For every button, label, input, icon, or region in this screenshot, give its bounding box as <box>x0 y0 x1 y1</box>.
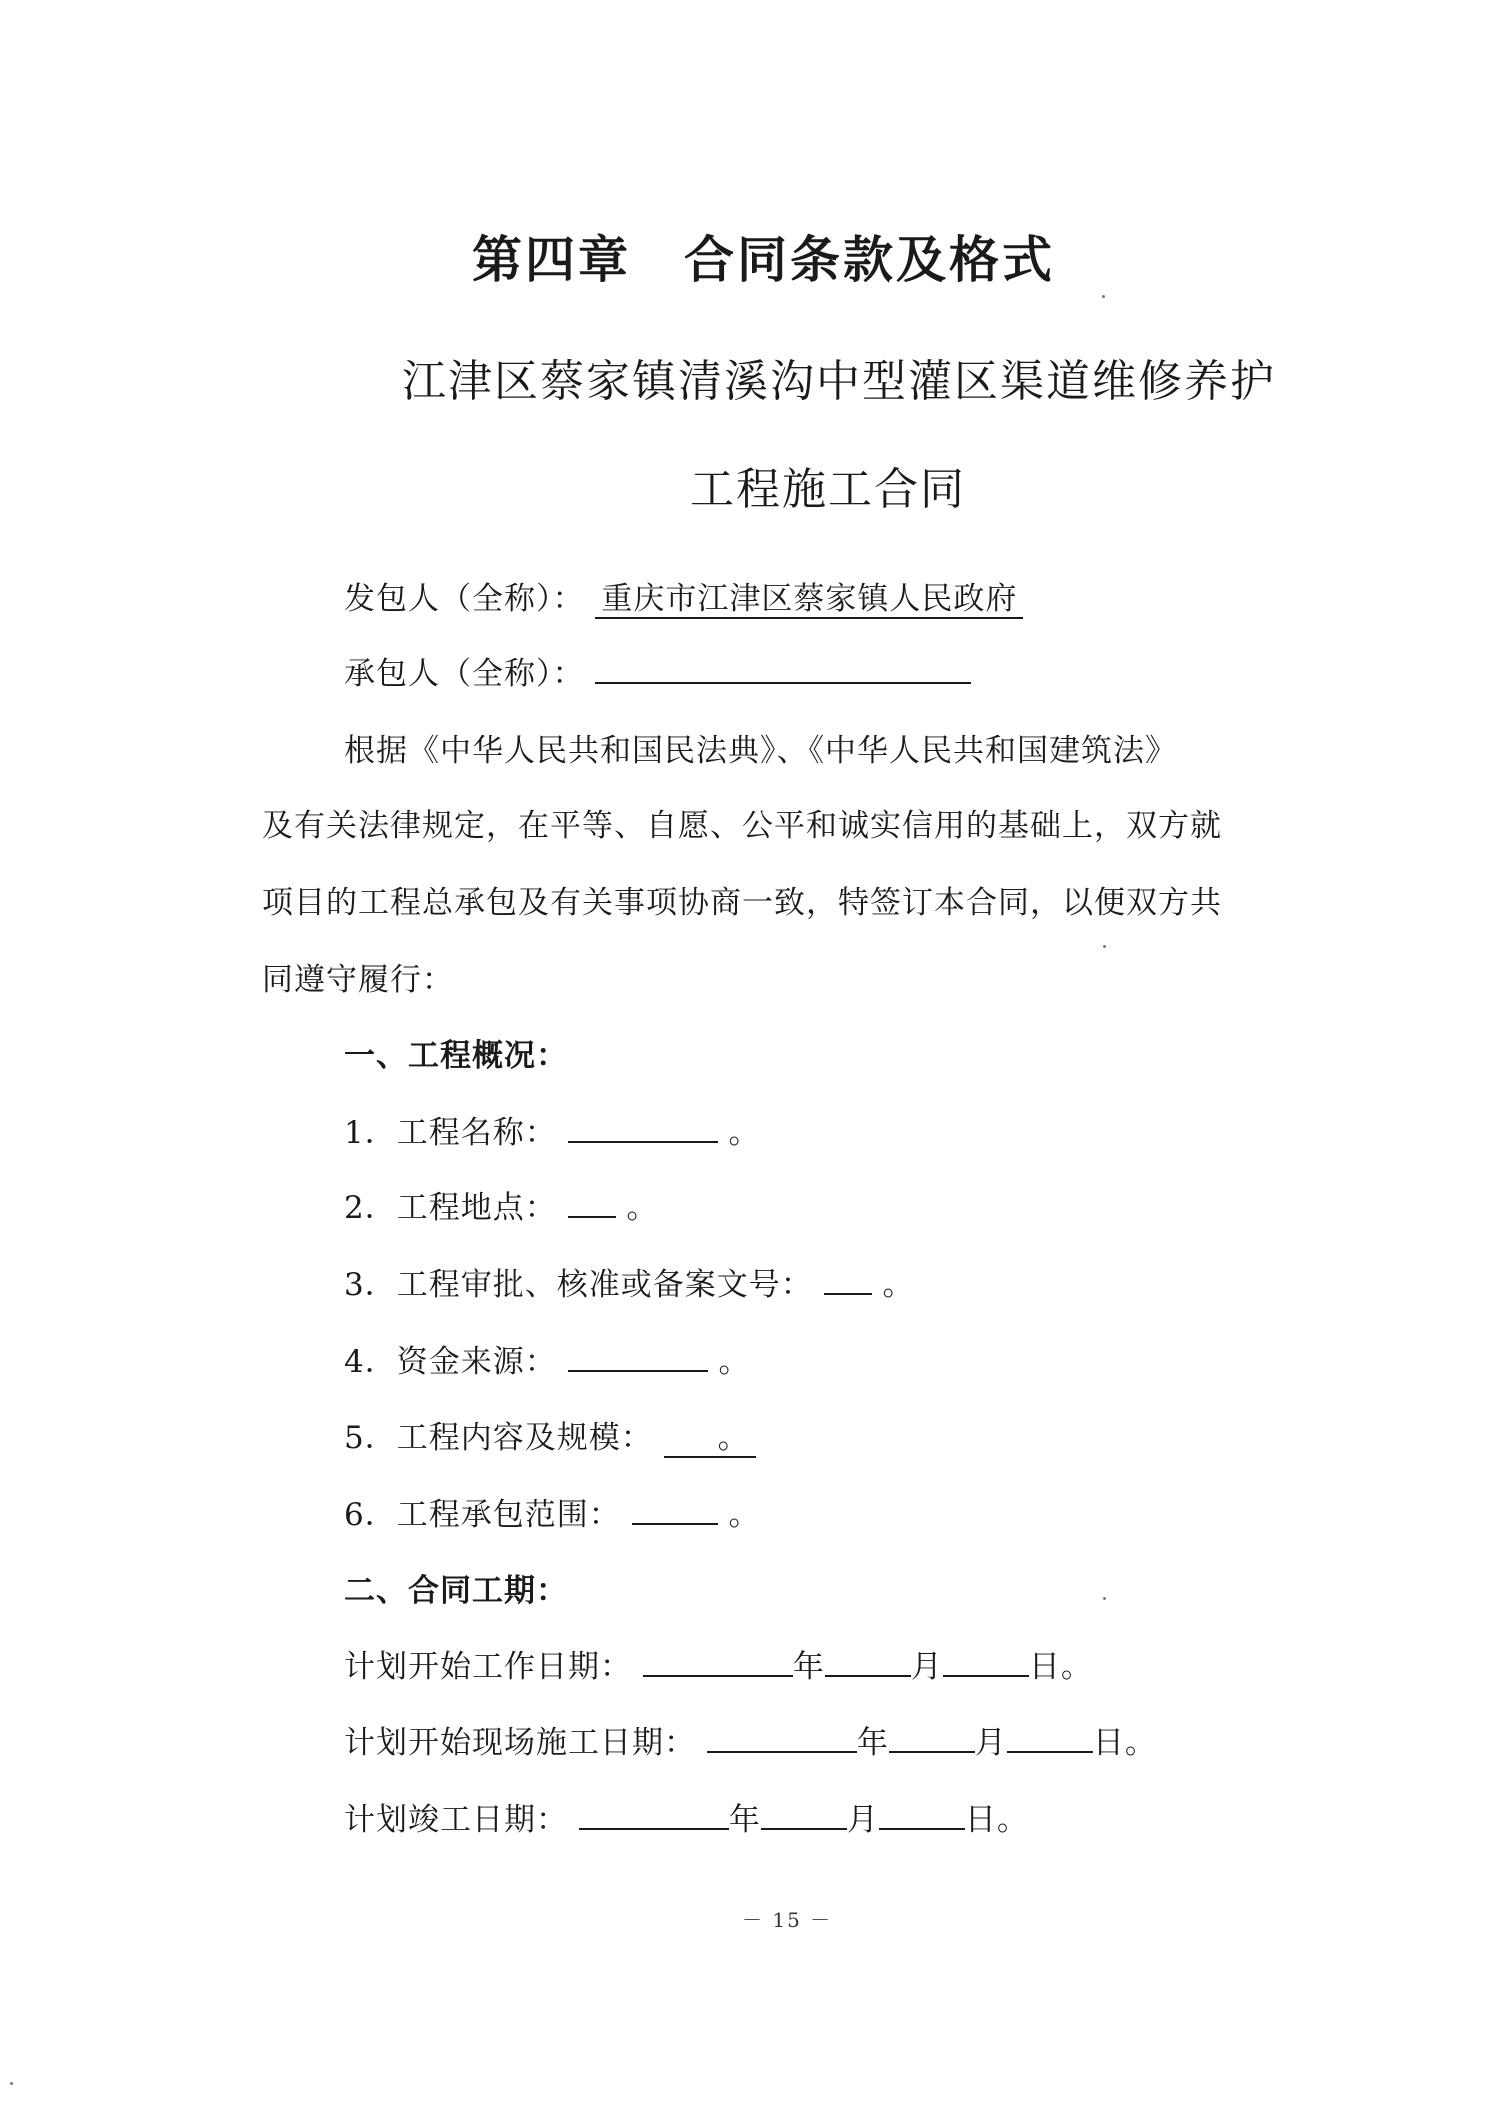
overview-item-location <box>344 1182 658 1227</box>
scope-scale-blank <box>664 1420 756 1458</box>
year-blank <box>579 1798 729 1830</box>
item-label: 计划竣工日期： <box>344 1802 568 1838</box>
item-label: 计划开始现场施工日期： <box>344 1725 696 1761</box>
month-blank <box>761 1798 847 1830</box>
overview-item-approval-no <box>344 1259 914 1304</box>
scan-speck <box>1102 295 1105 298</box>
overview-item-project-name <box>344 1107 760 1152</box>
day-label: 日。 <box>1092 1725 1157 1761</box>
day-label: 日。 <box>1028 1649 1093 1685</box>
approval-no-blank <box>824 1263 872 1295</box>
preamble-line4: 同遵守履行： <box>262 962 454 998</box>
section-heading-duration: 二、合同工期： <box>344 1573 568 1609</box>
end-mark: 。 <box>718 1344 751 1380</box>
project-name-blank <box>568 1111 718 1143</box>
end-mark: 。 <box>728 1497 761 1533</box>
employer-label: 发包人（全称）： <box>344 581 585 617</box>
item-label: 2．工程地点： <box>344 1190 557 1226</box>
scan-speck <box>1103 945 1106 948</box>
chapter-title: 第四章 合同条款及格式 <box>472 230 1055 289</box>
month-blank <box>889 1721 975 1753</box>
item-label: 5．工程内容及规模： <box>344 1420 653 1456</box>
year-label: 年 <box>728 1802 761 1838</box>
scan-speck <box>10 2082 13 2085</box>
preamble-line3: 项目的工程总承包及有关事项协商一致，特签订本合同，以便双方共 <box>262 885 1222 921</box>
contractor-label: 承包人（全称）： <box>344 656 585 692</box>
planned-start-site-line <box>344 1717 1157 1762</box>
year-blank <box>643 1645 793 1677</box>
location-blank <box>568 1186 616 1218</box>
item-label: 6．工程承包范围： <box>344 1497 621 1533</box>
overview-item-contract-range <box>344 1489 760 1534</box>
overview-item-funding <box>344 1336 750 1381</box>
item-label: 3．工程审批、核准或备案文号： <box>344 1267 813 1303</box>
preamble-line1: 根据《中华人民共和国民法典》、《中华人民共和国建筑法》 <box>344 733 1177 769</box>
end-mark: 。 <box>882 1267 915 1303</box>
day-blank <box>879 1798 965 1830</box>
year-label: 年 <box>792 1649 825 1685</box>
end-mark: 。 <box>728 1115 761 1151</box>
day-blank <box>1007 1721 1093 1753</box>
preamble-line2: 及有关法律规定，在平等、自愿、公平和诚实信用的基础上，双方就 <box>262 808 1222 844</box>
end-mark: 。 <box>717 1420 750 1456</box>
year-blank <box>707 1721 857 1753</box>
day-blank <box>943 1645 1029 1677</box>
contract-title-line1: 江津区蔡家镇清溪沟中型灌区渠道维修养护 <box>402 356 1276 407</box>
item-label: 1．工程名称： <box>344 1115 557 1151</box>
contractor-name-blank <box>595 652 971 684</box>
funding-blank <box>568 1340 708 1372</box>
contract-range-blank <box>632 1493 718 1525</box>
end-mark: 。 <box>626 1190 659 1226</box>
month-blank <box>825 1645 911 1677</box>
month-label: 月 <box>910 1649 943 1685</box>
day-label: 日。 <box>964 1802 1029 1838</box>
page-number: － 15 － <box>742 1908 833 1932</box>
planned-start-work-line <box>344 1641 1093 1686</box>
month-label: 月 <box>846 1802 879 1838</box>
employer-line <box>344 573 1023 618</box>
item-label: 4．资金来源： <box>344 1344 557 1380</box>
item-label: 计划开始工作日期： <box>344 1649 632 1685</box>
scan-speck <box>1103 1597 1106 1600</box>
section-heading-overview: 一、工程概况： <box>344 1038 568 1074</box>
contractor-line <box>344 648 971 693</box>
planned-completion-line <box>344 1794 1029 1839</box>
year-label: 年 <box>856 1725 889 1761</box>
employer-name: 重庆市江津区蔡家镇人民政府 <box>595 581 1023 619</box>
overview-item-scope-scale <box>344 1412 756 1457</box>
month-label: 月 <box>974 1725 1007 1761</box>
contract-title-line2: 工程施工合同 <box>690 464 966 515</box>
